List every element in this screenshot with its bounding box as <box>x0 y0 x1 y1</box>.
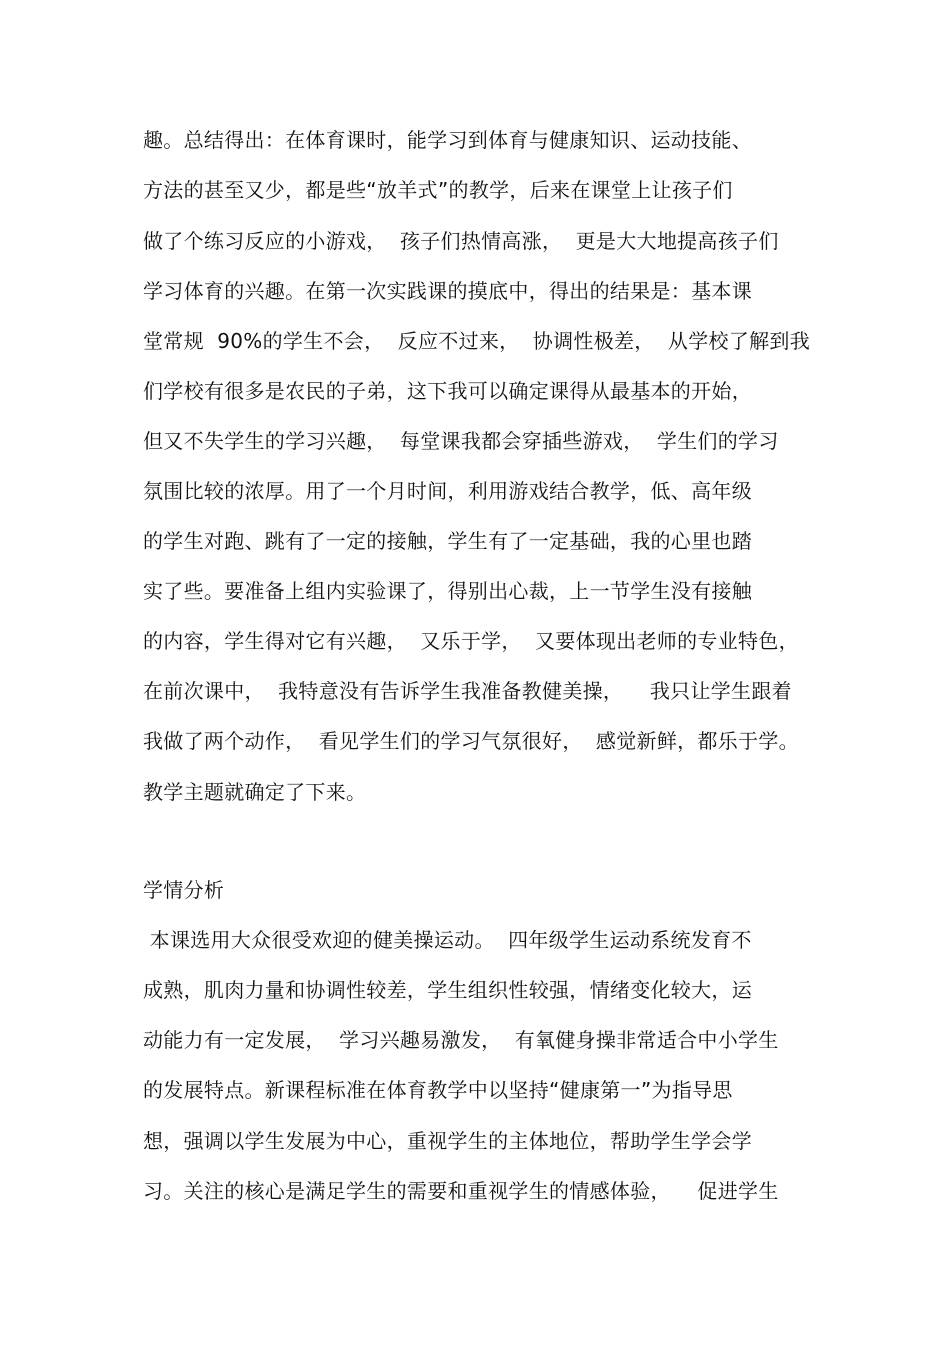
text-line: 在前次课中， 我特意没有告诉学生我准备教健美操， 我只让学生跟着 <box>143 679 792 703</box>
text-line: 趣。总结得出：在体育课时，能学习到体育与健康知识、运动技能、 <box>143 128 752 152</box>
text-line: 我做了两个动作， 看见学生们的学习气氛很好， 感觉新鲜，都乐于学。 <box>143 729 799 753</box>
section-heading: 学情分析 <box>143 878 225 902</box>
text-line: 习。关注的核心是满足学生的需要和重视学生的情感体验， 促进学生 <box>143 1179 779 1203</box>
text-line: 们学校有很多是农民的子弟，这下我可以确定课得从最基本的开始， <box>143 379 752 403</box>
text-line: 实了些。要准备上组内实验课了，得别出心裁，上一节学生没有接触 <box>143 579 752 603</box>
text-line: 动能力有一定发展， 学习兴趣易激发， 有氧健身操非常适合中小学生 <box>143 1028 779 1052</box>
text-line: 堂常规 90%的学生不会， 反应不过来， 协调性极差， 从学校了解到我 <box>143 329 811 353</box>
text-line: 教学主题就确定了下来。 <box>143 780 367 804</box>
text-line: 想，强调以学生发展为中心，重视学生的主体地位，帮助学生学会学 <box>143 1129 752 1153</box>
text-line: 但又不失学生的学习兴趣， 每堂课我都会穿插些游戏， 学生们的学习 <box>143 429 779 453</box>
text-line: 学习体育的兴趣。在第一次实践课的摸底中，得出的结果是：基本课 <box>143 279 752 303</box>
text-line: 本课选用大众很受欢迎的健美操运动。 四年级学生运动系统发育不 <box>143 928 752 952</box>
text-line: 的学生对跑、跳有了一定的接触，学生有了一定基础，我的心里也踏 <box>143 529 752 553</box>
text-line: 的发展特点。新课程标准在体育教学中以坚持“健康第一”为指导思 <box>143 1078 733 1102</box>
text-line: 的内容，学生得对它有兴趣， 又乐于学， 又要体现出老师的专业特色， <box>143 629 799 653</box>
text-line: 氛围比较的浓厚。用了一个月时间，利用游戏结合教学，低、高年级 <box>143 479 752 503</box>
text-line: 方法的甚至又少，都是些“放羊式”的教学，后来在课堂上让孩子们 <box>143 178 733 202</box>
text-line: 做了个练习反应的小游戏， 孩子们热情高涨， 更是大大地提高孩子们 <box>143 229 779 253</box>
text-line: 成熟，肌肉力量和协调性较差，学生组织性较强，情绪变化较大，运 <box>143 978 752 1002</box>
